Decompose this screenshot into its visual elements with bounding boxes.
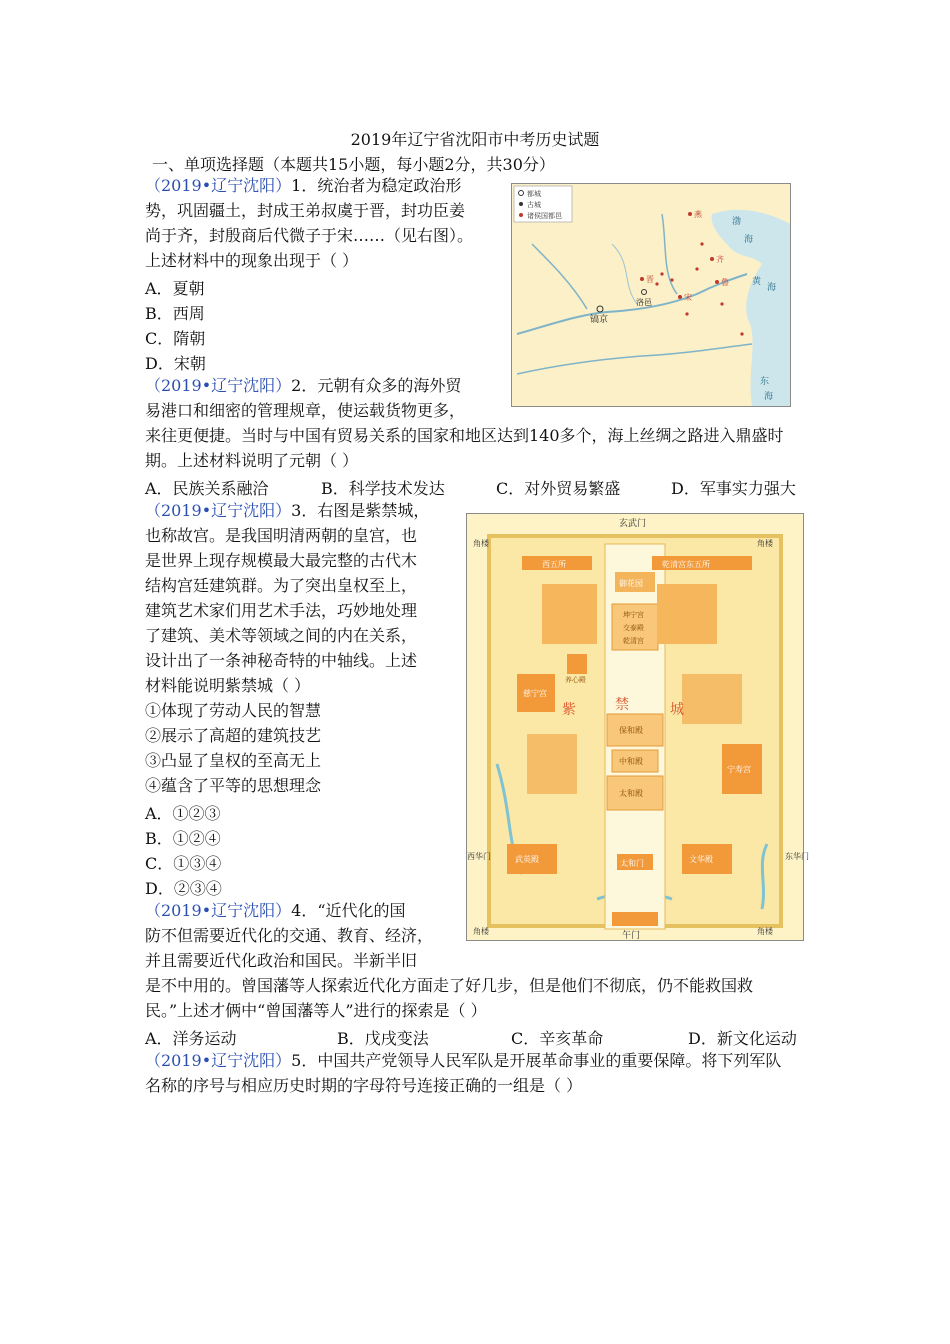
q3-item-4: ④蕴含了平等的思想理念 bbox=[145, 776, 322, 795]
qi-label: 齐 bbox=[716, 255, 724, 264]
legend-oldcity-icon bbox=[519, 202, 523, 206]
ningshou-label: 宁寿宫 bbox=[727, 765, 751, 774]
q5-line-1: （2019•辽宁沈阳）5．中国共产党领导人民军队是开展革命事业的重要保障。将下列军队 bbox=[145, 1051, 782, 1070]
haojing-label: 镐京 bbox=[590, 315, 609, 325]
q2-source: （2019•辽宁沈阳） bbox=[145, 376, 292, 395]
q4-line-4: 是不中用的。曾国藩等人探索近代化方面走了好几步，但是他们不彻底，仍不能救国救 bbox=[145, 976, 754, 995]
western-zhou-map bbox=[511, 183, 791, 407]
q3-line-5: 建筑艺术家们用艺术手法，巧妙地处理 bbox=[145, 601, 418, 620]
zhonghe-label: 中和殿 bbox=[619, 757, 643, 766]
lu-label: 鲁 bbox=[721, 278, 729, 287]
q3-option-a: A．①②③ bbox=[145, 804, 221, 823]
q3-source: （2019•辽宁沈阳） bbox=[145, 501, 292, 520]
q3-line-7: 设计出了一条神秘奇特的中轴线。上述 bbox=[145, 651, 418, 670]
yangtze-river bbox=[517, 344, 752, 374]
zi-character: 紫 bbox=[562, 702, 576, 718]
kunning-label: 坤宁宫 bbox=[623, 611, 644, 619]
taihemen-label: 太和门 bbox=[620, 859, 644, 868]
q4-source: （2019•辽宁沈阳） bbox=[145, 901, 292, 920]
q4-option-c: C．辛亥革命 bbox=[511, 1029, 604, 1048]
q3-line-4: 结构宫廷建筑群。为了突出皇权至上， bbox=[145, 576, 418, 595]
q1-source: （2019•辽宁沈阳） bbox=[145, 176, 292, 195]
river-branch-west bbox=[532, 244, 587, 309]
fief-dot bbox=[700, 242, 703, 245]
q3-option-b: B．①②④ bbox=[145, 829, 221, 848]
wenhua-label: 文华殿 bbox=[689, 855, 713, 864]
yangxin-hall bbox=[567, 654, 587, 674]
q5-line-2: 名称的序号与相应历史时期的字母符号连接正确的一组是（ ） bbox=[145, 1076, 583, 1095]
yan-marker bbox=[688, 212, 692, 216]
sea-label: 渤 bbox=[732, 217, 742, 227]
q4-option-b: B．戊戌变法 bbox=[337, 1029, 429, 1048]
west-compound bbox=[527, 734, 577, 794]
q4-line-2: 防不但需要近代化的交通、教育、经济， bbox=[145, 926, 434, 945]
song-marker bbox=[678, 295, 682, 299]
luoyi-marker bbox=[642, 290, 647, 295]
river-branch-north bbox=[662, 214, 677, 294]
corner-tower-sw: 角楼 bbox=[473, 927, 489, 936]
q4-line-1: （2019•辽宁沈阳）4．“近代化的国 bbox=[145, 901, 406, 920]
fief-dot bbox=[670, 278, 673, 281]
q2-option-a: A．民族关系融洽 bbox=[145, 479, 269, 498]
q2-line-2: 易港口和细密的管理规章，使运载货物更多， bbox=[145, 401, 466, 420]
east-palaces bbox=[657, 584, 717, 644]
q3-option-c: C．①③④ bbox=[145, 854, 222, 873]
fief-dot bbox=[740, 332, 743, 335]
q2-line-3: 来往更便捷。当时与中国有贸易关系的国家和地区达到140多个，海上丝绸之路进入鼎盛时 bbox=[145, 426, 784, 445]
q1-option-b: B．西周 bbox=[145, 304, 205, 323]
sea-label: 海 bbox=[744, 235, 754, 245]
corner-tower-nw: 角楼 bbox=[473, 539, 489, 548]
q2-line-4: 期。上述材料说明了元朝（ ） bbox=[145, 451, 359, 470]
cining-label: 慈宁宫 bbox=[523, 689, 547, 698]
fief-dot bbox=[660, 272, 663, 275]
yan-label: 燕 bbox=[694, 210, 702, 219]
q2-line-1: （2019•辽宁沈阳）2．元朝有众多的海外贸 bbox=[145, 376, 462, 395]
east-gate-label: 东华门 bbox=[785, 852, 809, 861]
q2-option-d: D．军事实力强大 bbox=[671, 479, 796, 498]
q1-option-a: A．夏朝 bbox=[145, 279, 205, 298]
q2-option-c: C．对外贸易繁盛 bbox=[496, 479, 621, 498]
corner-tower-ne: 角楼 bbox=[757, 539, 773, 548]
q1-line-1: （2019•辽宁沈阳）1．统治者为稳定政治形 bbox=[145, 176, 462, 195]
meridian-gate bbox=[612, 912, 658, 926]
yangxin-label: 养心殿 bbox=[565, 676, 586, 684]
q4-line-5: 民。”上述才俩中“曾国藩等人”进行的探索是（ ） bbox=[145, 1001, 487, 1020]
sea-label: 黄 bbox=[752, 277, 762, 287]
haojing-marker bbox=[597, 306, 603, 312]
jin-character: 禁 bbox=[615, 697, 629, 713]
q3-item-2: ②展示了高超的建筑技艺 bbox=[145, 726, 322, 745]
q4-line-3: 并且需要近代化政治和国民。半新半旧 bbox=[145, 951, 418, 970]
section-heading: 一、单项选择题（本题共15小题，每小题2分，共30分） bbox=[152, 155, 555, 174]
q1-option-c: C．隋朝 bbox=[145, 329, 206, 348]
q3-line-2: 也称故宫。是我国明清两朝的皇宫，也 bbox=[145, 526, 418, 545]
baohe-label: 保和殿 bbox=[619, 726, 643, 735]
q2-option-b: B．科学技术发达 bbox=[321, 479, 445, 498]
fief-dot bbox=[685, 312, 688, 315]
sea-label: 东 bbox=[760, 377, 770, 387]
garden-label: 御花园 bbox=[619, 579, 643, 588]
q3-line-8: 材料能说明紫禁城（ ） bbox=[145, 676, 311, 695]
west-five-label: 西五所 bbox=[542, 560, 566, 569]
qi-marker bbox=[710, 257, 714, 261]
west-gate-label: 西华门 bbox=[467, 852, 491, 861]
song-label: 宋 bbox=[684, 293, 692, 302]
western-zhou-map-svg bbox=[512, 184, 790, 406]
q4-option-d: D．新文化运动 bbox=[688, 1029, 797, 1048]
q1-line-2: 势，巩固疆土，封成王弟叔虞于晋，封功臣姜 bbox=[145, 201, 466, 220]
north-gate-label: 玄武门 bbox=[619, 519, 647, 529]
fief-dot bbox=[720, 302, 723, 305]
q3-line-3: 是世界上现存规模最大最完整的古代木 bbox=[145, 551, 418, 570]
sea-label: 海 bbox=[764, 392, 774, 402]
river-branch-mid bbox=[612, 244, 637, 304]
luoyi-label: 洛邑 bbox=[636, 298, 652, 307]
q1-option-d: D．宋朝 bbox=[145, 354, 206, 373]
lu-marker bbox=[715, 280, 719, 284]
fief-dot bbox=[695, 267, 698, 270]
forbidden-city-map bbox=[466, 513, 809, 941]
yellow-river bbox=[517, 274, 747, 334]
legend-fief-label: 诸侯国都邑 bbox=[527, 212, 562, 220]
forbidden-city-map-svg bbox=[467, 514, 809, 941]
corner-tower-se: 角楼 bbox=[757, 927, 773, 936]
jiaotai-label: 交泰殿 bbox=[623, 624, 644, 632]
q3-line-1: （2019•辽宁沈阳）3．右图是紫禁城， bbox=[145, 501, 430, 520]
q3-line-6: 了建筑、美术等领域之间的内在关系， bbox=[145, 626, 418, 645]
fief-dot bbox=[655, 282, 658, 285]
legend-oldcity-label: 古城 bbox=[527, 201, 541, 209]
q3-item-1: ①体现了劳动人民的智慧 bbox=[145, 701, 322, 720]
taihe-label: 太和殿 bbox=[619, 789, 643, 798]
cheng-character: 城 bbox=[670, 702, 684, 718]
jin-marker bbox=[640, 277, 644, 281]
legend-fief-icon bbox=[519, 213, 523, 217]
qianqing-label: 乾清宫 bbox=[623, 637, 644, 645]
q1-line-3: 尚于齐，封殷商后代微子于宋……（见右图）。 bbox=[145, 226, 474, 245]
jin-label: 晋 bbox=[646, 275, 654, 284]
east-five-label: 乾清宫东五所 bbox=[662, 560, 710, 569]
south-gate-label: 午门 bbox=[622, 931, 641, 941]
west-palaces bbox=[542, 584, 597, 644]
document-title: 2019年辽宁省沈阳市中考历史试题 bbox=[350, 130, 600, 149]
wuying-label: 武英殿 bbox=[515, 855, 539, 864]
east-compound bbox=[682, 674, 742, 724]
sea-label: 海 bbox=[767, 283, 777, 293]
q5-source: （2019•辽宁沈阳） bbox=[145, 1051, 292, 1070]
legend-capital-label: 都城 bbox=[527, 190, 541, 198]
q3-item-3: ③凸显了皇权的至高无上 bbox=[145, 751, 322, 770]
q4-option-a: A．洋务运动 bbox=[145, 1029, 237, 1048]
q1-line-4: 上述材料中的现象出现于（ ） bbox=[145, 251, 359, 270]
q3-option-d: D．②③④ bbox=[145, 879, 222, 898]
